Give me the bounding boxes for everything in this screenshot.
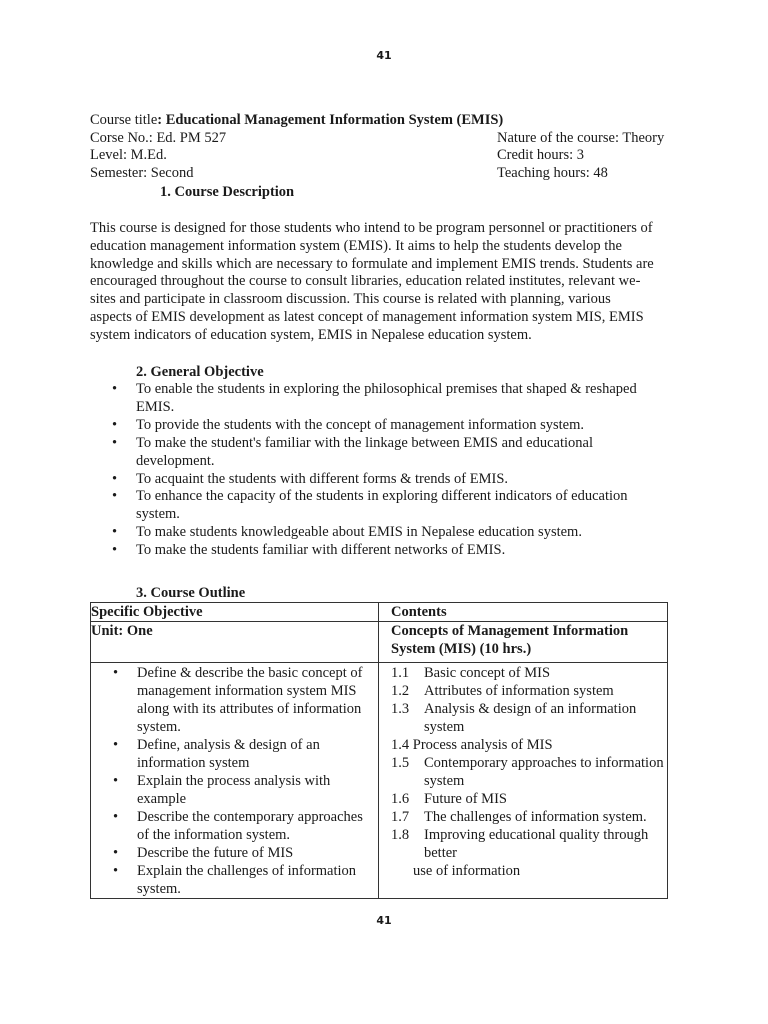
- general-objectives-list: [112, 381, 652, 560]
- description-line: system indicators of education system, EMIS in Nepalese education system.: [90, 326, 532, 343]
- course-level: Level: M.Ed.: [90, 147, 167, 164]
- objective-item: • To enable the students in exploring the philosophical premises that shaped & reshaped EMIS.: [112, 381, 652, 417]
- course-nature: Nature of the course: Theory: [497, 129, 665, 146]
- credit-hours: Credit hours: 3: [497, 147, 584, 164]
- objective-item: • To provide the students with the concept of management information system.: [112, 417, 652, 435]
- content-item: 1.8 Improving educational quality through better use of information: [391, 826, 667, 880]
- objective-item: • To acquaint the students with different forms & trends of EMIS.: [112, 471, 652, 489]
- course-no: Corse No.: Ed. PM 527: [90, 129, 227, 146]
- semester-row: [90, 165, 690, 183]
- objective-item: • To make students knowledgeable about EMIS in Nepalese education system.: [112, 524, 652, 542]
- unit-body-row: [91, 663, 668, 899]
- course-semester: Semester: Second: [90, 165, 194, 182]
- description-line: aspects of EMIS development as latest concept of management information system MIS, EMIS: [90, 308, 644, 325]
- course-info: [90, 112, 690, 183]
- description-line: encouraged throughout the course to consult libraries, education related institutes, relevant we-: [90, 273, 641, 290]
- col-header-objective: Specific Objective: [91, 604, 203, 620]
- specific-objective-item: • Define & describe the basic concept of management information system MIS along with its attributes of information system.: [113, 664, 378, 736]
- content-item: 1.2 Attributes of information system: [391, 683, 614, 699]
- content-item: 1.7 The challenges of information system.: [391, 809, 647, 825]
- specific-objective-item: • Define, analysis & design of an information system: [113, 736, 378, 772]
- content-item-tail: use of information: [413, 863, 521, 879]
- course-title-row: [90, 112, 690, 130]
- level-row: [90, 147, 690, 165]
- specific-objective-item: • Explain the challenges of information system.: [113, 862, 378, 898]
- page-number-bottom: 41: [376, 914, 392, 927]
- page-number-top: 41: [376, 49, 392, 62]
- section-1-heading: 1. Course Description: [160, 184, 295, 200]
- unit-label: Unit: One: [91, 623, 153, 639]
- unit-row: [91, 622, 668, 663]
- course-description: [90, 220, 680, 345]
- specific-objectives-list: [91, 663, 378, 898]
- content-item: 1.5 Contemporary approaches to information system: [391, 755, 664, 789]
- unit-title: Concepts of Management Information System (MIS) (10 hrs.): [391, 623, 629, 657]
- content-item: 1.4 Process analysis of MIS: [391, 737, 553, 753]
- content-item: 1.1 Basic concept of MIS: [391, 665, 551, 681]
- description-line: sites and participate in classroom discussion. This course is related with planning, various: [90, 291, 611, 308]
- course-no-row: [90, 130, 690, 148]
- description-line: This course is designed for those students who intend to be program personnel or practitioners of: [90, 220, 653, 236]
- description-line: education management information system (EMIS). It aims to help the students develop the: [90, 237, 622, 254]
- objective-item: • To enhance the capacity of the students in exploring different indicators of education system.: [112, 488, 652, 524]
- content-item: 1.6 Future of MIS: [391, 791, 507, 807]
- specific-objective-item: • Describe the future of MIS: [113, 844, 378, 862]
- description-line: knowledge and skills which are necessary to formulate and implement EMIS trends. Students are: [90, 255, 654, 272]
- teaching-hours: Teaching hours: 48: [497, 165, 608, 182]
- specific-objective-item: • Explain the process analysis with example: [113, 772, 378, 808]
- course-outline-table: [90, 602, 668, 899]
- objective-item: • To make the student's familiar with the linkage between EMIS and educational development.: [112, 435, 652, 471]
- table-header-row: [91, 603, 668, 622]
- specific-objective-item: • Describe the contemporary approaches of the information system.: [113, 808, 378, 844]
- course-title-value: : Educational Management Information System (EMIS): [157, 112, 504, 128]
- contents-list: [391, 663, 667, 880]
- col-header-contents: Contents: [391, 604, 447, 620]
- objective-item: • To make the students familiar with different networks of EMIS.: [112, 542, 652, 560]
- section-2-heading: 2. General Objective: [136, 364, 264, 380]
- section-3-heading: 3. Course Outline: [136, 585, 246, 601]
- course-title-label: Course title: [90, 112, 158, 128]
- content-item: 1.3 Analysis & design of an information system: [391, 701, 637, 735]
